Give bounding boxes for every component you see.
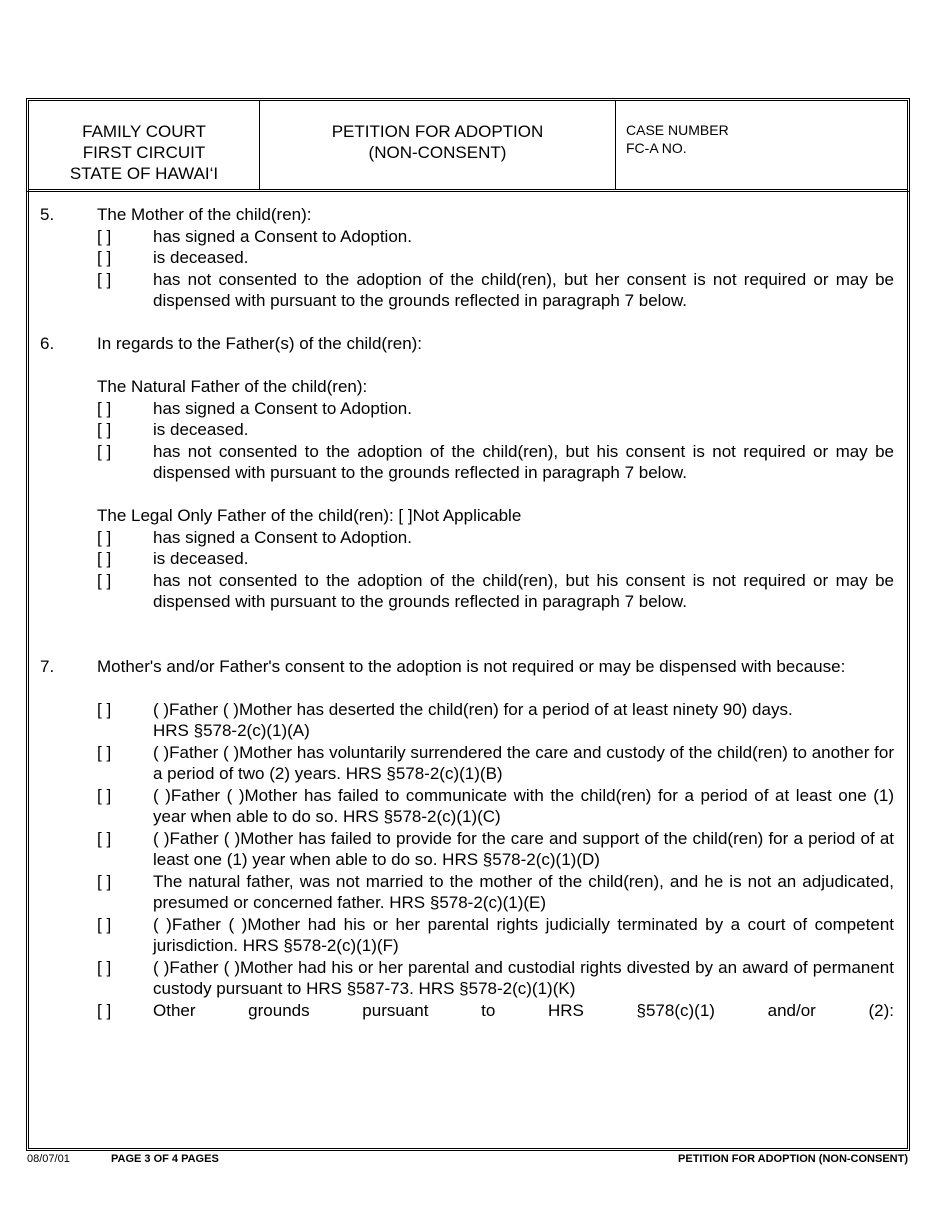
list-item: [ ] has signed a Consent to Adoption. xyxy=(97,398,412,418)
list-item: [ ] ( )Father ( )Mother had his or her parental rights judicially terminated by a court of competent jurisdiction. HRS §578-2(c)(1)(F) xyxy=(97,914,894,955)
case-number-field[interactable] xyxy=(616,101,907,189)
paragraph-intro: In regards to the Father(s) of the child(ren): xyxy=(97,334,423,353)
checkbox[interactable]: [ ] xyxy=(97,570,112,590)
list-item xyxy=(97,1000,894,1022)
footer-title: PETITION FOR ADOPTION (NON-CONSENT) xyxy=(678,1153,908,1165)
list-item: [ ] The natural father, was not married to the mother of the child(ren), and he is not an adjudicated, presumed or concerned father. HRS §578-2(c)(1)(E) xyxy=(97,871,894,912)
list-item: [ ] ( )Father ( )Mother had his or her parental and custodial rights divested by an award of permanent custody pursuant to HRS §587-73. HRS §578-2(c)(1)(K) xyxy=(97,957,894,998)
paragraph-intro: Mother's and/or Father's consent to the adoption is not required or may be dispensed with because: xyxy=(97,656,846,676)
paragraph-intro: The Mother of the child(ren): xyxy=(97,205,312,224)
form-header xyxy=(26,98,910,192)
checkbox[interactable]: [ ] xyxy=(97,549,112,568)
other-grounds-text: Other grounds pursuant to HRS §578(c)(1) and/or (2): xyxy=(153,1000,894,1020)
list-item: [ ] has signed a Consent to Adoption. xyxy=(97,527,412,547)
checkbox[interactable]: [ ] xyxy=(97,441,112,461)
paragraph-number: 6. xyxy=(40,334,55,353)
page-number: PAGE 3 OF 4 PAGES xyxy=(111,1153,219,1165)
checkbox[interactable]: [ ] xyxy=(97,398,112,418)
checkbox[interactable]: [ ] xyxy=(97,226,112,246)
list-item: [ ] is deceased. xyxy=(97,248,249,267)
natural-father-heading: The Natural Father of the child(ren): xyxy=(97,377,368,396)
paragraph-7 xyxy=(40,656,894,1022)
list-item: [ ] has not consented to the adoption of the child(ren), but her consent is not required or may be dispensed with pursuant to the grounds reflected in paragraph 7 below. xyxy=(97,269,894,310)
case-number-prefix: FC-A NO. xyxy=(626,140,687,156)
case-number-label: CASE NUMBER xyxy=(626,122,729,138)
checkbox[interactable]: [ ] xyxy=(97,420,112,439)
list-item: [ ] is deceased. xyxy=(97,420,249,439)
list-item: [ ] ( )Father ( )Mother has deserted the child(ren) for a period of at least ninety 90) days. HRS §578-2(c)(1)(A) xyxy=(97,699,793,740)
form-title: PETITION FOR ADOPTION (NON-CONSENT) xyxy=(260,101,616,189)
paragraph-6 xyxy=(40,333,894,613)
list-item: [ ] ( )Father ( )Mother has failed to communicate with the child(ren) for a period of at least one (1) year when able to do so. HRS §578-2(c)(1)(C) xyxy=(97,785,894,826)
checkbox[interactable]: [ ] xyxy=(97,871,112,891)
list-item: [ ] ( )Father ( )Mother has failed to provide for the care and support of the child(ren) for a period of at least one (1) year when able to do so. HRS §578-2(c)(1)(D) xyxy=(97,828,894,869)
paragraph-number: 5. xyxy=(40,205,55,224)
court-name: FAMILY COURT FIRST CIRCUIT STATE OF HAWAI‘I xyxy=(29,101,260,189)
paragraph-5 xyxy=(40,204,894,312)
form-revision-date: 08/07/01 xyxy=(27,1153,70,1165)
list-item: [ ] ( )Father ( )Mother has voluntarily surrendered the care and custody of the child(ren) to another for a period of two (2) years. HRS §578-2(c)(1)(B) xyxy=(97,742,894,783)
list-item: [ ] is deceased. xyxy=(97,549,249,568)
list-item: [ ] has not consented to the adoption of the child(ren), but his consent is not required or may be dispensed with pursuant to the grounds reflected in paragraph 7 below. xyxy=(97,570,894,611)
checkbox[interactable]: [ ] xyxy=(97,828,112,848)
legal-father-heading: The Legal Only Father of the child(ren): [ ]Not Applicable xyxy=(97,506,522,525)
checkbox[interactable]: [ ] xyxy=(97,914,112,934)
checkbox[interactable]: [ ] xyxy=(97,957,112,977)
checkbox[interactable]: [ ] xyxy=(97,699,112,719)
checkbox[interactable]: [ ] xyxy=(97,269,112,289)
checkbox[interactable]: [ ] xyxy=(97,785,112,805)
checkbox[interactable]: [ ] xyxy=(97,527,112,547)
form-content xyxy=(40,204,894,1021)
list-item: [ ] has not consented to the adoption of the child(ren), but his consent is not required or may be dispensed with pursuant to the grounds reflected in paragraph 7 below. xyxy=(97,441,894,482)
checkbox[interactable]: [ ] xyxy=(97,248,112,267)
checkbox[interactable]: [ ] xyxy=(97,1000,112,1020)
paragraph-number: 7. xyxy=(40,656,55,676)
checkbox[interactable]: [ ] xyxy=(97,742,112,762)
list-item: [ ] has signed a Consent to Adoption. xyxy=(97,226,412,246)
